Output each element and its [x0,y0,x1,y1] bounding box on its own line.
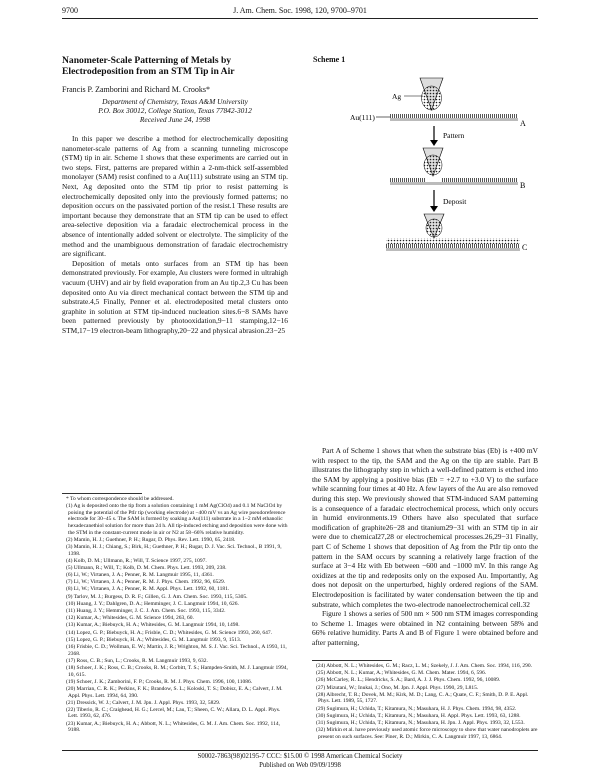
au-label: Au(111) [350,113,375,122]
footer-published: Published on Web 09/09/1998 [259,762,341,769]
footnote-separator [62,493,142,494]
part-a-tip [420,78,443,110]
pattern-label: Pattern [443,131,465,140]
right-body [312,446,538,647]
footnote: (5) Ullmann, R.; Will, T.; Kolb, D. M. Chem. Phys. Lett. 1993, 209, 238. [66,564,227,571]
footnote: (15) Lopez, G. P.; Biebuyck, H. A.; Whitesides, G. M. Langmuir 1993, 9, 1513. [66,636,242,643]
part-b-letter: B [520,181,526,190]
footnote: (21) Dressick, W. J.; Calvert, J. M. Jpn. J. Appl. Phys. 1993, 32, 5829. [66,699,221,706]
footer-copyright: S0002-7863(98)02195-7 CCC: $15.00 © 1998 American Chemical Society [197,753,403,760]
part-a-gold [390,118,518,121]
part-b-sam-left [390,178,426,182]
header-rule [62,18,538,19]
footnote: (4) Kolb, D. M.; Ullmann, R.; Will, T. Science 1997, 275, 1097. [66,557,207,564]
paragraph-3: Part A of Scheme 1 shows that when the substrate bias (Eb) is +400 mV with respect to the tip, the SAM and the Ag on the tip are stable. Part B illustrates the lithography step in which a well-defined pattern is etched into the SAM by applying a positive bias (Eb = +2.7 to +3.0 V) to the surface while scanning four times at 40 Hz. A few layers of the Au are also removed during this step. We previously showed that STM-induced SAM patterning is a consequence of a faradaic electrochemical process, which only occurs in humid environments.19 Others have also speculated that surface modification of graphite26−28 and titanium29−31 with an STM tip in air were due to chemical27,28 or electrochemical processes.26,29−31 Finally, part C of Scheme 1 shows that deposition of Ag from the PtIr tip onto the pattern in the SAM occurs by scanning a relatively large fraction of the surface at 3−4 Hz with Eb between −600 and −1000 mV. In this range Ag oxidizes at the tip and redeposits only on the exposed Au. Importantly, Ag does not deposit on the unperturbed, highly ordered regions of the SAM. Electrodeposition is facilitated by water condensation between the tip and substrate, which completes the two-electrode nanoelectrochemical cell.32 [312,446,538,609]
part-a-letter: A [520,119,526,128]
part-c-ag-deposit [386,238,520,244]
paragraph-4: Figure 1 shows a series of 500 nm × 500 nm STM images corresponding to Scheme 1. Images were obtained in N2 containing between 58% and 66% relative humidity. Parts A and B of Figure 1 were obtained before and after patterning, [312,609,538,647]
footnote: (24) Abbott, N. L.; Whitesides, G. M.; Racz, L. M.; Szekely, J. J. Am. Chem. Soc. 1994, 116, 290. [316,663,532,669]
paragraph-1: In this paper we describe a method for electrochemically depositing nanometer-scale patterns of Ag from a scanning tunneling microscope (STM) tip in air. Scheme 1 shows that these experiments are carried out in two steps. First, patterns are prepared within a 2-nm-thick self-assembled monolayer (SAM) resist confined to a Au(111) substrate using an STM tip. Next, Ag deposited onto the STM tip prior to resist patterning is electrochemically deposited only into the previously formed patterns; no deposition occurs on the passivated portion of the resist.1 These results are important because they demonstrate that an STM tip can be used to effect area-selective deposition via a faradaic electrochemical process in the absence of intentionally added solvent or electrolyte. The simplicity of the method and the unambiguous demonstration of faradaic electrochemistry are significant. [62,134,288,259]
footnote: (17) Ross, C. B.; Sun, L.; Crooks, R. M. Langmuir 1993, 9, 632. [66,657,208,664]
footnote: (2) Mamin, H. J.; Guethner, P. H.; Rugar, D. Phys. Rev. Lett. 1990, 65, 2418. [66,536,236,543]
page-number: 9700 [62,6,78,15]
left-body [62,134,288,335]
paragraph-2: Deposition of metals onto surfaces from an STM tip has been demonstrated previously. For example, Au clusters were formed in ultrahigh vacuum (UHV) and air by field evaporation from an Au tip.2,3 Cu has been deposited onto Au via direct mechanical contact between the STM tip and substrate.4,5 Finally, Penner et al. electrodeposited metal clusters onto graphite in solution at STM tip-induced nucleation sites.6−8 SAMs have been patterned previously by photooxidation,9−11 stamping,12−16 STM,17−19 electron-beam lithography,20−22 and physical abrasion.23−25 [62,258,288,335]
footnote: (3) Mamin, H. J.; Chiang, S.; Birk, H.; Guethner, P. H.; Rugar, D. J. Vac. Sci. Technol., B 1991, 9, 1398. [66,543,282,557]
footnote: (28) Albrecht, T. R.; Dovek, M. M.; Kirk, M. D.; Lang, C. A.; Quate, C. F.; Smith, D. P. E. Appl. Phys. Lett. 1989, 55, 1727. [316,691,529,705]
part-b-sam-right [442,178,518,182]
footnote: (19) Schoer, J. K.; Zamborini, F. P.; Crooks, R. M. J. Phys. Chem. 1996, 100, 11086. [66,678,253,685]
deposit-arrowhead [430,206,438,212]
footnote: (27) Mizutani, W.; Inukai, J.; Ono, M. Jpn. J. Appl. Phys. 1990, 29, L815. [316,684,479,691]
ag-label: Ag [392,92,402,101]
footnote: (1) Ag is deposited onto the tip from a solution containing 1 mM Ag(ClO4) and 0.1 M NaClO4 by poising the potential of the PtIr tip (working electrode) at −400 mV vs an Ag wire pseudoreference electrode for 30−45 s. The SAM is formed by soaking a Au(111) substrate in a 1−2 mM ethanolic hexadecanethiol solution for more than 24 h. All tip-induced etching and deposition were done with the STM in the constant-current mode in air or N2 at 58−66% relative humidity. [66,503,288,536]
footnote: * To whom correspondence should be addressed. [66,496,174,502]
footnote: (22) Tiberio, R. C.; Craighead, H. G.; Lercel, M.; Lau, T.; Sheen, C. W.; Allara, D. L. Appl. Phys. Lett. 1993, 62, 476. [66,706,281,720]
footer-rule [62,750,538,751]
footnote: (12) Kumar, A.; Whitesides, G. M. Science 1994, 263, 60. [66,615,194,622]
footnote: (25) Abbott, N. L.; Kumar, A.; Whitesides, G. M. Chem. Mater. 1994, 6, 596. [316,670,487,677]
part-a-sam [390,114,518,118]
deposit-label: Deposit [443,197,467,206]
footnote: (13) Kumar, A.; Biebuyck, H. A.; Whitesides, G. M. Langmuir 1994, 10, 1498. [66,622,240,629]
running-header: J. Am. Chem. Soc. 1998, 120, 9700–9701 [233,6,367,15]
footnote: (14) Lopez, G. P.; Biebuyck, H. A.; Frisbie, C. D.; Whitesides, G. M. Science 1993, 260, 647. [66,629,272,636]
footnote: (18) Schoer, J. K.; Ross, C. B.; Crooks, R. M.; Corbitt, T. S.; Hampden-Smith, M. J. Langmuir 1994, 10, 615. [66,664,288,678]
article-title: Nanometer-Scale Patterning of Metals by Electrodeposition from an STM Tip in Air [62,55,235,78]
footnote: (6) Li, W.; Virtanen, J. A.; Penner, R. M. Langmuir 1995, 11, 4361. [66,572,214,579]
part-c-tip [424,214,444,238]
footnote: (20) Marrian, C. R. K.; Perkins, F. K.; Brandow, S. L.; Koloski, T. S.; Dobisz, E. A.; Calvert, J. M. Appl. Phys. Lett. 1994, 64, 390. [66,685,283,699]
footnotes-right [312,663,538,741]
authors: Francis P. Zamborini and Richard M. Crooks* [62,85,210,94]
scheme-figure [300,68,538,268]
footnote: (23) Kumar, A.; Biebuyck, H. A.; Abbott, N. L.; Whitesides, G. M. J. Am. Chem. Soc. 1992, 114, 9188. [66,720,280,734]
part-c-sam [386,244,520,248]
part-b-tip [423,148,443,176]
received-date: Received June 24, 1998 [139,115,211,125]
footnote: (29) Sugimura, H.; Uchida, T.; Kitamura, N.; Masuhara, H. J. Phys. Chem. 1994, 98, 4352. [316,705,517,712]
footnote: (7) Li, W.; Virtanen, J. A.; Penner, R. M. J. Phys. Chem. 1992, 96, 6529. [66,579,226,586]
footnote: (11) Huang, J. Y.; Hemminger, J. C. J. Am. Chem. Soc. 1993, 115, 3342. [66,608,226,615]
part-c-letter: C [522,243,528,252]
pattern-arrowhead [430,140,438,146]
footnote: (31) Sugimura, H.; Uchida, T.; Kitamura, N.; Masuhara, H. Jpn. J. Appl. Phys. 1993, 32, L553. [316,719,525,726]
footnote: (16) Frisbie, C. D.; Wollman, E. W.; Martin, J. R.; Wrighton, M. S. J. Vac. Sci. Technol., A 1993, 11, 2368. [66,643,287,657]
affiliation-line-1: Department of Chemistry, Texas A&M University [102,97,248,106]
part-c-gold [386,248,520,251]
affiliation-line-2: P.O. Box 30012, College Station, Texas 77842-3012 [98,106,252,116]
footnote: (26) McCarley, R. L.; Hendricks, S. A.; Bard, A. J. J. Phys. Chem. 1992, 96, 10089. [316,677,501,684]
footnote: (9) Tarlov, M. J.; Burgess, D. R. F.; Gillen, G. J. Am. Chem. Soc. 1993, 115, 5305. [66,593,248,600]
part-b-gold [390,182,518,185]
footnotes-left [62,496,288,734]
footnote: (8) Li, W.; Virtanen, J. A.; Penner, R. M. Appl. Phys. Lett. 1992, 60, 1181. [66,586,230,593]
footnote-separator-right [312,660,392,661]
footnote: (30) Sugimura, H.; Uchida, T.; Kitamura, N.; Masuhara, H. Appl. Phys. Lett. 1993, 63, 1288. [316,712,521,719]
footnote: (32) Mirkin et al. have previously used atomic force microscopy to show that water nanodroplets are present on such surfaces. See: Piner, R. D.; Mirkin, C. A. Langmuir 1997, 13, 6864. [316,727,538,740]
footnote: (10) Huang, J. Y.; Dahlgren, D. A.; Hemminger, J. C. Langmuir 1994, 10, 626. [66,600,239,607]
affiliation [62,97,288,125]
scheme-title: Scheme 1 [313,55,346,64]
